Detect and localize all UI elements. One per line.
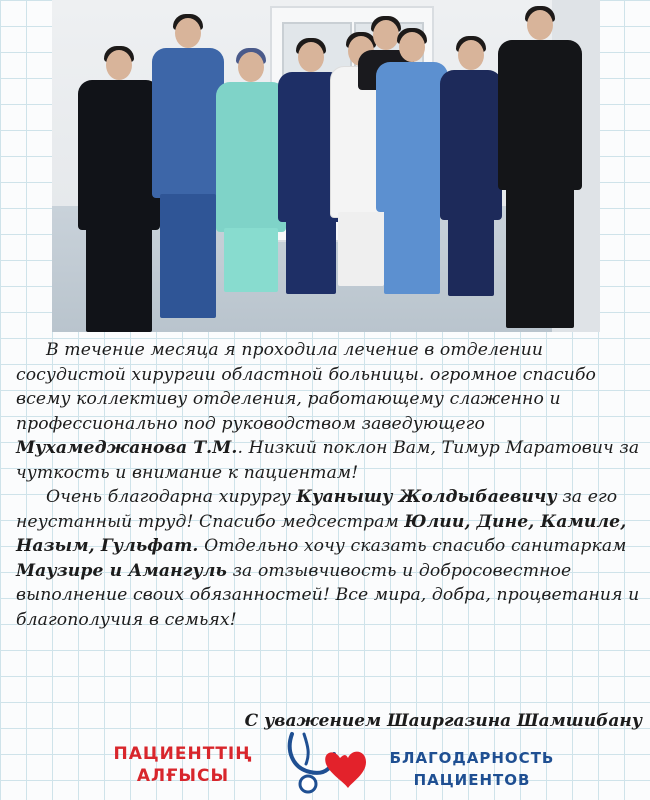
signature: С уважением Шаиргазина Шамшибану [244,711,642,731]
staff-member [376,32,448,294]
footer-kazakh-line2: АЛҒЫСЫ [136,766,230,786]
footer-russian-line2: ПАЦИЕНТОВ [413,771,531,789]
footer-kazakh-caption [88,743,278,787]
orderly-names: Маузире и Амангуль [16,560,227,581]
head-of-department-name: Мухамеджанова Т.М. [16,438,238,458]
staff-member [498,10,582,328]
letter-paragraph-2: Очень благодарна хирургу Куанышу Жолдыбаевичу за его неустанный труд! Спасибо медсестрам Юлии, Дине, Камиле, Назым, Гульфат. Отдельно хочу сказать спасибо санитаркам Маузире и Амангуль за отзывчивость и добросовестное выполнение своих обязанностей! Все мира, добра, процветания и благополучия в семьях! [16,487,640,630]
nurse-names: Юлии, Дине, Камиле, Назым, Гульфат. [16,511,627,556]
staff-member [216,52,286,292]
stethoscope-heart-icon [282,728,366,798]
footer-russian-line1: БЛАГОДАРНОСТЬ [389,749,555,767]
staff-member [78,50,160,332]
surgeon-name: Куанышу Жолдыбаевичу [296,487,557,507]
staff-member [152,18,224,318]
footer-kazakh-line1: ПАЦИЕНТТІҢ [113,744,253,764]
footer-russian-caption [372,747,572,791]
staff-group-photo [52,0,600,332]
thank-you-letter [16,338,640,632]
letter-paragraph-1: В течение месяца я проходила лечение в отделении сосудистой хирургии областной больницы. огромное спасибо всему коллективу отделения, работающему слаженно и профессионально под руководством заведующего Мухамеджанова Т.М.. Низкий поклон Вам, Тимур Маратович за чуткость и внимание к пациентам! [16,340,640,483]
staff-member [440,40,502,296]
